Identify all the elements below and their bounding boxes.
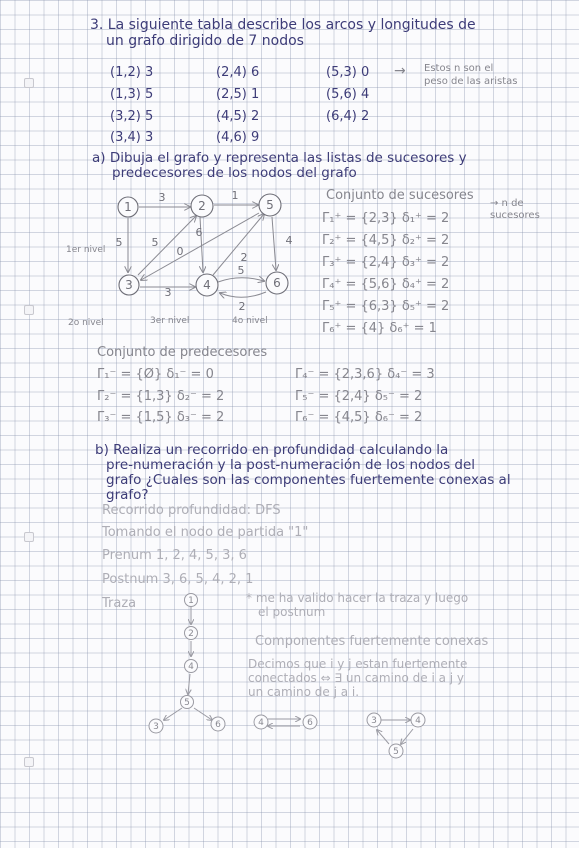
arc-cell: (5,6) 4 [326, 87, 370, 102]
edge-weight: 5 [115, 236, 123, 249]
arrow-glyph: → [394, 63, 406, 79]
node-label: 1 [124, 200, 132, 214]
level-label: 2o nivel [68, 318, 104, 328]
node-label: 6 [273, 276, 281, 290]
dfs-line-1: Recorrido profundidad: DFS [102, 503, 281, 518]
postnum: Postnum 3, 6, 5, 4, 2, 1 [102, 572, 254, 587]
trace-node-label: 6 [215, 720, 221, 730]
dfs-line-2: Tomando el nodo de partida "1" [102, 525, 309, 540]
problem-line-1: 3. La siguiente tabla describe los arcos y longitudes de [90, 17, 476, 33]
successor-row: Γ₄⁺ = {5,6} δ₄⁺ = 2 [322, 277, 450, 292]
successor-row: Γ₁⁺ = {2,3} δ₁⁺ = 2 [322, 211, 450, 226]
node-label: 5 [266, 198, 274, 212]
node-label: 4 [203, 278, 211, 292]
edge-weight: 0 [176, 245, 184, 258]
arc-cell: (2,4) 6 [216, 65, 260, 80]
arc-cell: (6,4) 2 [326, 109, 370, 124]
trace-node-label: 3 [153, 722, 159, 732]
arc-cell: (1,3) 5 [110, 87, 154, 102]
edge-weight: 1 [231, 189, 239, 202]
arc-cell: (1,2) 3 [110, 65, 154, 80]
problem-line-2: un grafo dirigido de 7 nodos [106, 33, 304, 49]
predecessor-row: Γ₁⁻ = {Ø} δ₁⁻ = 0 [97, 367, 214, 382]
trace-node-label: 2 [188, 629, 194, 639]
predecessor-row: Γ₅⁻ = {2,4} δ₅⁻ = 2 [295, 389, 423, 404]
trace-node-label: 4 [188, 662, 194, 672]
edge-weight: 5 [237, 264, 245, 277]
successors-count-note: → n de sucesores [490, 198, 540, 221]
edge-weight: 3 [164, 286, 172, 299]
part-a-line-1: a) Dibuja el grafo y representa las listas de sucesores y [92, 150, 467, 166]
weights-note-line-1: Estos n son el [424, 63, 494, 74]
traza-note-line-2: el postnum [258, 605, 326, 619]
trace-edge [188, 674, 190, 694]
arc-cell: (2,5) 1 [216, 87, 260, 102]
successor-row: Γ₃⁺ = {2,4} δ₃⁺ = 2 [322, 255, 450, 270]
trace-node-label: 5 [184, 698, 190, 708]
predecessor-row: Γ₃⁻ = {1,5} δ₃⁻ = 2 [97, 410, 225, 425]
component-node-label: 6 [307, 718, 313, 728]
successors-title: Conjunto de sucesores [326, 188, 474, 203]
components-line-3: un camino de j a i. [248, 685, 360, 699]
traza-note-line-1: * me ha valido hacer la traza y luego [246, 591, 469, 605]
predecessor-row: Γ₆⁻ = {4,5} δ₆⁻ = 2 [295, 410, 423, 425]
component-edge [401, 729, 413, 744]
edge-weight: 2 [238, 300, 246, 313]
part-b-line-3: grafo ¿Cuales son las componentes fuertemente conexas al [106, 472, 511, 488]
weights-note-line-2: peso de las aristas [424, 76, 518, 87]
level-label: 4o nivel [232, 316, 268, 326]
successor-row: Γ₆⁺ = {4} δ₆⁺ = 1 [322, 321, 437, 336]
level-label: 1er nivel [66, 245, 106, 255]
node-label: 2 [198, 199, 206, 213]
predecessor-row: Γ₄⁻ = {2,3,6} δ₄⁻ = 3 [295, 367, 435, 382]
component-edge [377, 730, 389, 744]
component-node-label: 5 [393, 747, 399, 757]
edge-weight: 5 [151, 236, 159, 249]
components-title: Componentes fuertemente conexas [255, 634, 489, 649]
edge-weight: 2 [240, 251, 248, 264]
traza-label: Traza [102, 596, 137, 611]
part-b-line-4: grafo? [106, 487, 149, 503]
component-node-label: 4 [258, 718, 264, 728]
part-a-line-2: predecesores de los nodos del grafo [112, 165, 357, 181]
predecessor-row: Γ₂⁻ = {1,3} δ₂⁻ = 2 [97, 389, 225, 404]
components-line-1: Decimos que i y j estan fuertemente [248, 657, 468, 671]
node-label: 3 [125, 278, 133, 292]
part-b-line-1: b) Realiza un recorrido en profundidad calculando la [95, 442, 449, 458]
arc-cell: (4,5) 2 [216, 109, 260, 124]
prenum: Prenum 1, 2, 4, 5, 3, 6 [102, 548, 247, 563]
arc-cell: (5,3) 0 [326, 65, 370, 80]
components-line-2: conectados ⇔ ∃ un camino de i a j y [248, 671, 465, 685]
arc-cell: (3,4) 3 [110, 130, 154, 145]
trace-edge [164, 708, 182, 720]
successor-row: Γ₂⁺ = {4,5} δ₂⁺ = 2 [322, 233, 450, 248]
trace-node-label: 1 [188, 596, 194, 606]
edge-weight: 4 [285, 234, 293, 247]
edge-weight: 3 [158, 191, 166, 204]
arc-cell: (4,6) 9 [216, 130, 260, 145]
part-b-line-2: pre-numeración y la post-numeración de los nodos del [106, 457, 476, 473]
level-label: 3er nivel [150, 316, 190, 326]
trace-edge [194, 708, 212, 720]
arc-cell: (3,2) 5 [110, 109, 154, 124]
successor-row: Γ₅⁺ = {6,3} δ₅⁺ = 2 [322, 299, 450, 314]
component-node-label: 3 [371, 716, 377, 726]
predecessors-title: Conjunto de predecesores [97, 345, 268, 360]
edge-weight: 6 [195, 226, 203, 239]
component-node-label: 4 [415, 716, 421, 726]
